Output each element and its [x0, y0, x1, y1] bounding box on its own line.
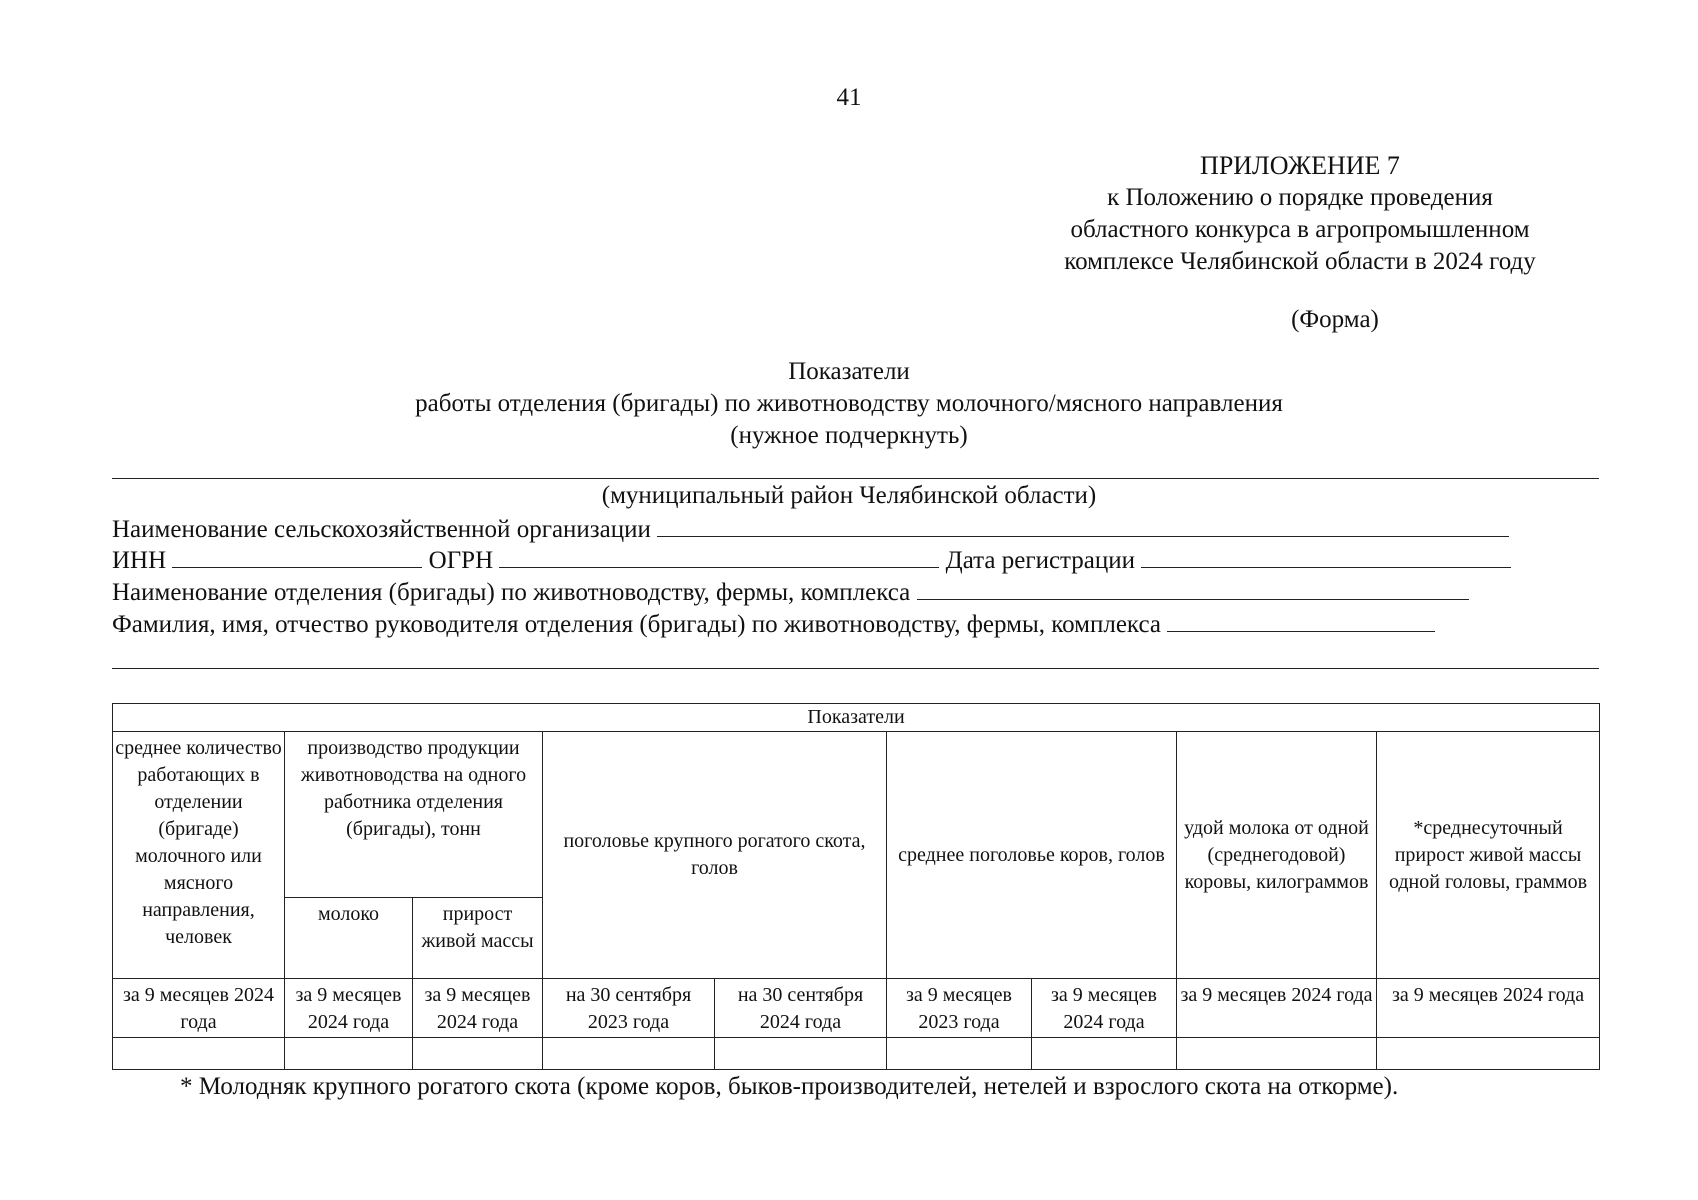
col-cows-header: среднее поголовье коров, голов [887, 732, 1177, 979]
period-cell: за 9 месяцев 2024 года [113, 979, 285, 1038]
period-cell: за 9 месяцев 2024 года [1032, 979, 1177, 1038]
col-weight-gain-header: прирост живой массы [413, 898, 543, 979]
period-cell: за 9 месяцев 2024 года [1177, 979, 1377, 1038]
appendix-line-3: комплексе Челябинской области в 2024 году [1064, 248, 1536, 275]
col-production-header: производство продукции животноводства на одного работника отделения (бригады), тонн [285, 732, 543, 898]
reg-date-label: Дата регистрации [945, 547, 1136, 574]
period-cell: на 30 сентября 2024 года [715, 979, 887, 1038]
appendix-block [1000, 150, 1600, 278]
appendix-line-1: к Положению о порядке проведения [1107, 184, 1493, 211]
appendix-title: ПРИЛОЖЕНИЕ 7 [1200, 151, 1400, 180]
manager-name-label: Фамилия, имя, отчество руководителя отделения (бригады) по животноводству, фермы, комплекса [112, 611, 1161, 638]
heading-subtitle: работы отделения (бригады) по животноводству молочного/мясного направления [415, 390, 1283, 417]
data-cell[interactable] [543, 1038, 715, 1070]
municipal-district-line[interactable] [112, 478, 1599, 479]
col-cattle-header: поголовье крупного рогатого скота, голов [543, 732, 887, 979]
heading-note: (нужное подчеркнуть) [730, 422, 968, 449]
period-cell: за 9 месяцев 2024 года [285, 979, 413, 1038]
data-cell[interactable] [1032, 1038, 1177, 1070]
org-name-label: Наименование сельскохозяйственной организации [112, 516, 651, 543]
period-cell: на 30 сентября 2023 года [543, 979, 715, 1038]
data-cell[interactable] [113, 1038, 285, 1070]
appendix-line-2: областного конкурса в агропромышленном [1070, 216, 1530, 243]
data-cell[interactable] [1377, 1038, 1600, 1070]
org-name-row [112, 514, 1509, 544]
data-cell[interactable] [715, 1038, 887, 1070]
inn-blank[interactable] [172, 545, 422, 568]
data-cell[interactable] [285, 1038, 413, 1070]
form-label: (Форма) [1291, 306, 1379, 333]
org-name-blank[interactable] [657, 514, 1509, 537]
division-name-blank[interactable] [917, 577, 1469, 600]
division-name-label: Наименование отделения (бригады) по животноводству, фермы, комплекса [112, 579, 911, 606]
division-name-row [112, 577, 1469, 607]
period-cell: за 9 месяцев 2023 года [887, 979, 1032, 1038]
manager-name-blank[interactable] [1167, 609, 1435, 632]
ogrn-blank[interactable] [499, 545, 939, 568]
municipal-caption: (муниципальный район Челябинской области) [601, 482, 1097, 509]
page-number: 41 [836, 84, 862, 111]
data-cell[interactable] [1177, 1038, 1377, 1070]
table-header: Показатели [113, 704, 1600, 732]
document-heading [0, 356, 1698, 452]
indicators-table [112, 703, 1600, 1070]
inn-label: ИНН [112, 547, 167, 574]
col-workers-header: среднее количество работающих в отделении (бригаде) молочного или мясного направления, человек [113, 732, 285, 979]
data-cell[interactable] [887, 1038, 1032, 1070]
heading-title: Показатели [788, 358, 910, 385]
period-cell: за 9 месяцев 2024 года [413, 979, 543, 1038]
registration-row [112, 545, 1511, 575]
ogrn-label: ОГРН [428, 547, 494, 574]
period-cell: за 9 месяцев 2024 года [1377, 979, 1600, 1038]
col-daily-gain-header: *среднесуточный прирост живой массы одной головы, граммов [1377, 732, 1600, 979]
manager-name-row [112, 609, 1435, 639]
col-milk-yield-header: удой молока от одной (среднегодовой) коровы, килограммов [1177, 732, 1377, 979]
col-milk-header: молоко [285, 898, 413, 979]
data-cell[interactable] [413, 1038, 543, 1070]
reg-date-blank[interactable] [1141, 545, 1511, 568]
manager-name-continuation-line[interactable] [112, 668, 1599, 669]
footnote: * Молодняк крупного рогатого скота (кроме коров, быков-производителей, нетелей и взрослого скота на откорме). [180, 1073, 1399, 1100]
